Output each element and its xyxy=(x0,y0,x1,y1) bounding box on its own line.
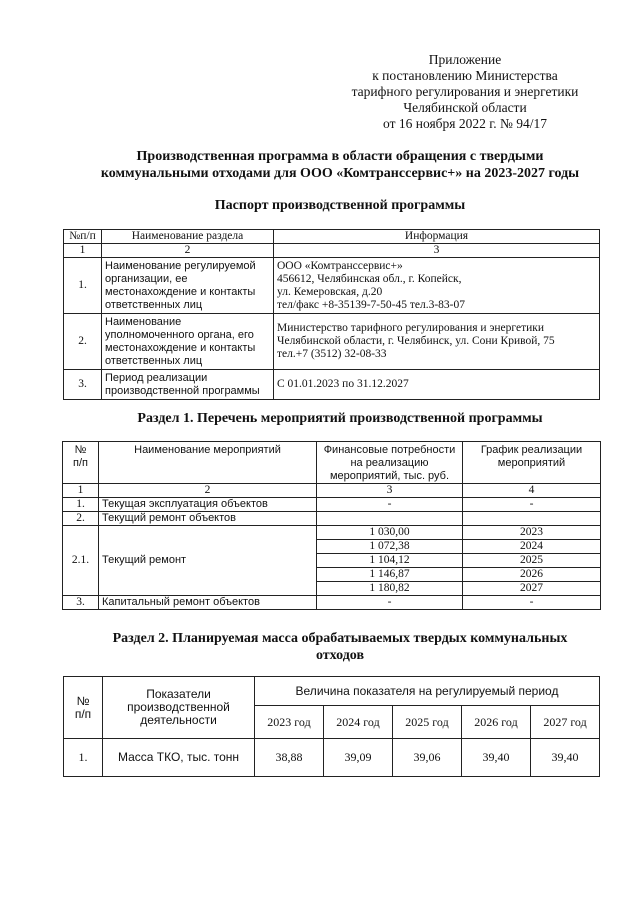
schedule-value: 2026 xyxy=(463,568,601,582)
section-info xyxy=(274,314,600,370)
section-name xyxy=(102,258,274,314)
header-cell: Наименование мероприятий xyxy=(99,442,317,484)
table-row xyxy=(63,498,601,512)
text-line: мероприятий, тыс. руб. xyxy=(329,470,450,482)
empty-cell xyxy=(463,512,601,526)
header-cell xyxy=(463,442,601,484)
text-line: тел.+7 (3512) 32-08-33 xyxy=(277,348,387,360)
header-cell xyxy=(103,677,255,739)
finance-value: 1 030,00 xyxy=(317,526,463,540)
text-line: № xyxy=(76,693,90,708)
schedule-value: 2024 xyxy=(463,540,601,554)
text-line: производственной программы xyxy=(105,384,260,397)
text-line: Период реализации xyxy=(105,371,208,384)
finance-value: 1 180,82 xyxy=(317,582,463,596)
row-number: 1. xyxy=(64,739,103,777)
text-line: Финансовые потребности xyxy=(323,444,456,456)
schedule-value: 2027 xyxy=(463,582,601,596)
mass-value: 39,40 xyxy=(531,739,600,777)
appendix-block xyxy=(290,52,640,132)
mass-value: 39,09 xyxy=(324,739,393,777)
empty-cell xyxy=(317,512,463,526)
finance-value: - xyxy=(317,596,463,610)
schedule-value: - xyxy=(463,498,601,512)
table-row xyxy=(63,442,601,484)
table-row xyxy=(63,526,601,540)
table-row xyxy=(64,370,600,400)
measure-name: Текущий ремонт xyxy=(99,526,317,596)
table-row xyxy=(63,596,601,610)
finance-value: 1 146,87 xyxy=(317,568,463,582)
schedule-value: 2023 xyxy=(463,526,601,540)
mass-value: 39,40 xyxy=(462,739,531,777)
year-header: 2023 год xyxy=(255,706,324,739)
row-number: 1. xyxy=(64,258,102,314)
text-line: тел/факс +8-35139-7-50-45 тел.3-83-07 xyxy=(277,298,465,311)
waste-mass-table xyxy=(63,676,600,777)
appendix-line: от 16 ноября 2022 г. № 94/17 xyxy=(383,116,547,131)
title-line: Производственная программа в области обращения с твердыми xyxy=(136,149,544,164)
text-line: производственной xyxy=(127,700,230,714)
year-header: 2025 год xyxy=(393,706,462,739)
section1-heading: Раздел 1. Перечень мероприятий производственной программы xyxy=(137,411,543,426)
text-line: ООО «Комтранссервис+» xyxy=(277,259,403,272)
text-line: местонахождение и контакты xyxy=(105,341,256,354)
table-row xyxy=(64,230,600,244)
text-line: уполномоченного органа, его xyxy=(105,328,254,341)
table-row xyxy=(63,484,601,498)
measure-name: Текущая эксплуатация объектов xyxy=(99,498,317,512)
text-line: местонахождение и контакты xyxy=(105,285,256,298)
text-line: на реализацию xyxy=(350,457,429,469)
text-line: 456612, Челябинская обл., г. Копейск, xyxy=(277,272,462,285)
appendix-line: Челябинской области xyxy=(403,100,527,115)
text-line: ответственных лиц xyxy=(105,298,203,311)
year-header: 2024 год xyxy=(324,706,393,739)
text-line: мероприятий xyxy=(497,457,566,469)
numbering-cell: 2 xyxy=(99,484,317,498)
measure-name: Текущий ремонт объектов xyxy=(99,512,317,526)
text-line: График реализации xyxy=(480,444,583,456)
measures-table xyxy=(62,441,601,610)
table-row xyxy=(64,258,600,314)
text-line: С 01.01.2023 по 31.12.2027 xyxy=(277,378,409,390)
finance-value: - xyxy=(317,498,463,512)
appendix-line: тарифного регулирования и энергетики xyxy=(351,84,579,99)
text-line: деятельности xyxy=(140,713,217,727)
numbering-cell: 3 xyxy=(274,244,600,258)
passport-heading: Паспорт производственной программы xyxy=(214,198,466,213)
row-number: 1. xyxy=(63,498,99,512)
finance-value: 1 104,12 xyxy=(317,554,463,568)
text-line: ул. Кемеровская, д.20 xyxy=(277,285,383,298)
indicator-name: Масса ТКО, тыс. тонн xyxy=(103,739,255,777)
appendix-line: Приложение xyxy=(428,52,502,67)
header-cell xyxy=(317,442,463,484)
header-cell: Величина показателя на регулируемый период xyxy=(255,677,600,706)
numbering-cell: 1 xyxy=(63,484,99,498)
year-header: 2027 год xyxy=(531,706,600,739)
document-title xyxy=(40,148,640,182)
header-cell xyxy=(63,442,99,484)
section-name xyxy=(102,314,274,370)
text-line: Челябинской области, г. Челябинск, ул. Сони Кривой, 75 xyxy=(277,335,555,347)
year-header: 2026 год xyxy=(462,706,531,739)
mass-value: 38,88 xyxy=(255,739,324,777)
text-line: Наименование регулируемой xyxy=(105,259,256,272)
header-cell xyxy=(64,677,103,739)
table-row xyxy=(64,677,600,706)
table-row xyxy=(63,512,601,526)
text-line: Министерство тарифного регулирования и энергетики xyxy=(277,322,544,334)
row-number: 3. xyxy=(64,370,102,400)
finance-value: 1 072,38 xyxy=(317,540,463,554)
text-line: п/п xyxy=(74,706,92,721)
text-line: ответственных лиц xyxy=(105,354,203,367)
table-row xyxy=(64,314,600,370)
header-cell: Информация xyxy=(274,230,600,244)
numbering-cell: 4 xyxy=(463,484,601,498)
section-info xyxy=(274,370,600,400)
text-line: Показатели xyxy=(146,687,211,701)
text-line: № xyxy=(74,444,87,456)
text-line: Наименование xyxy=(105,315,182,328)
row-number: 3. xyxy=(63,596,99,610)
heading-line: отходов xyxy=(315,648,365,663)
schedule-value: 2025 xyxy=(463,554,601,568)
header-cell: №п/п xyxy=(64,230,102,244)
measure-name: Капитальный ремонт объектов xyxy=(99,596,317,610)
header-cell: Наименование раздела xyxy=(102,230,274,244)
numbering-cell: 1 xyxy=(64,244,102,258)
numbering-cell: 3 xyxy=(317,484,463,498)
table-row xyxy=(64,739,600,777)
text-line: организации, ее xyxy=(105,272,188,285)
title-line: коммунальными отходами для ООО «Комтранссервис+» на 2023-2027 годы xyxy=(100,166,580,181)
appendix-line: к постановлению Министерства xyxy=(372,68,558,83)
heading-line: Раздел 2. Планируемая масса обрабатываемых твердых коммунальных xyxy=(112,631,568,646)
section-name xyxy=(102,370,274,400)
row-number: 2. xyxy=(64,314,102,370)
section-info xyxy=(274,258,600,314)
mass-value: 39,06 xyxy=(393,739,462,777)
row-number: 2.1. xyxy=(63,526,99,596)
text-line: п/п xyxy=(73,457,88,469)
numbering-cell: 2 xyxy=(102,244,274,258)
table-row xyxy=(64,244,600,258)
section2-heading xyxy=(40,630,640,664)
row-number: 2. xyxy=(63,512,99,526)
passport-table xyxy=(63,229,600,400)
schedule-value: - xyxy=(463,596,601,610)
